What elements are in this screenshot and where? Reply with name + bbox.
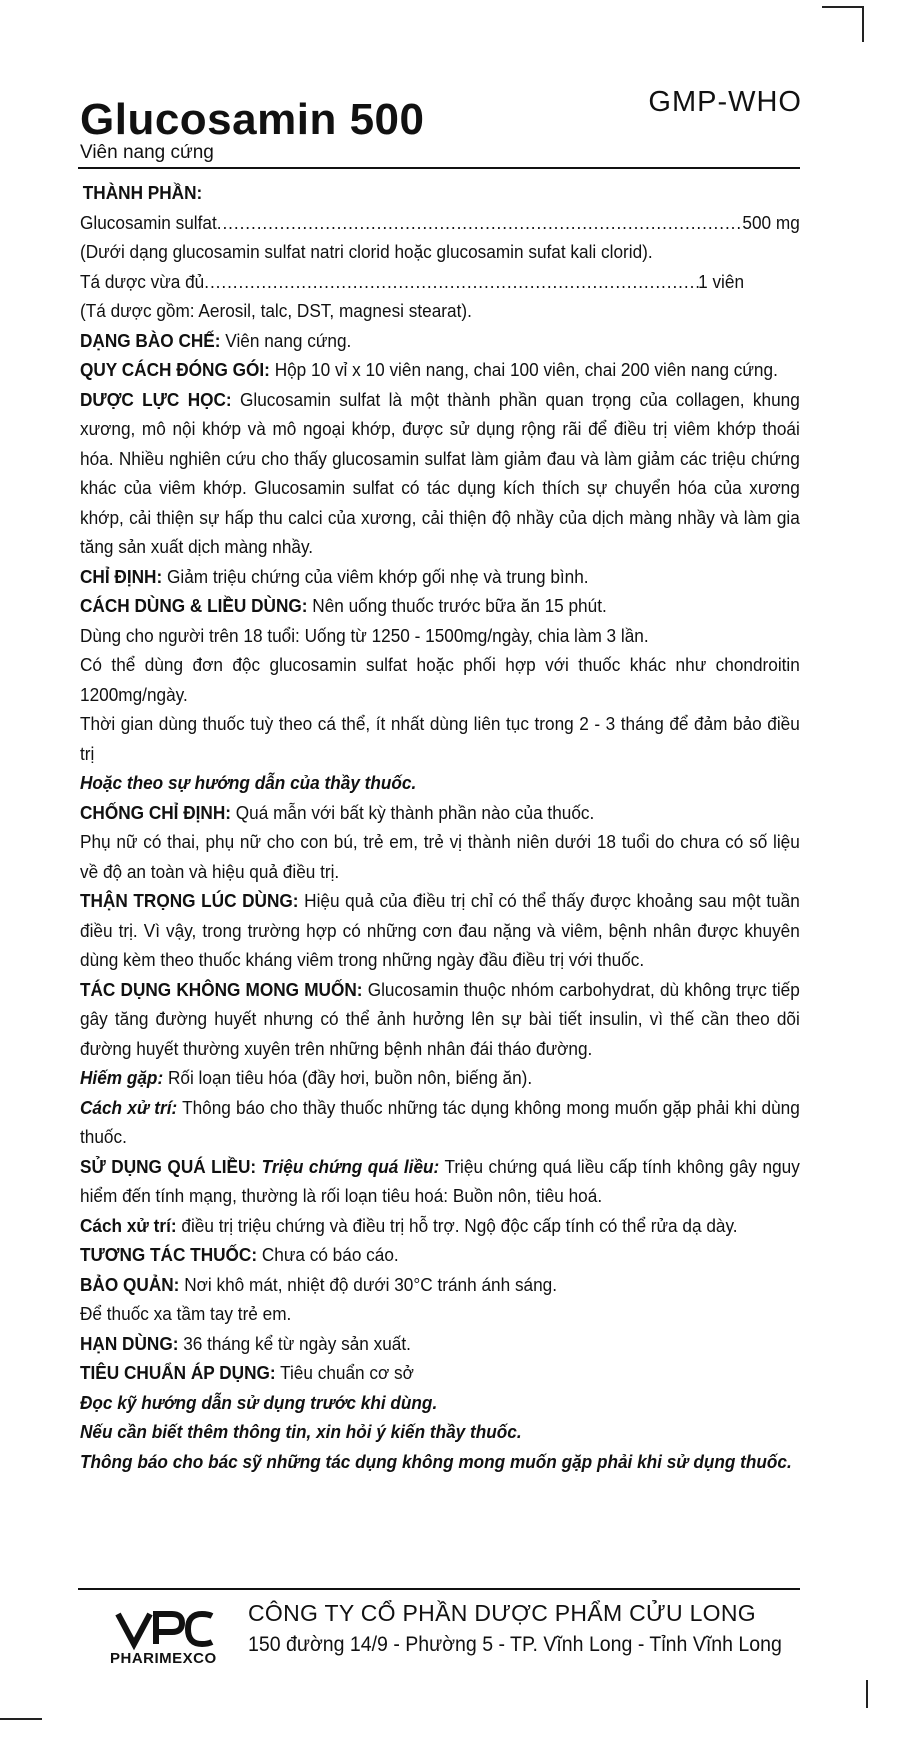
section-text: Chưa có báo cáo. [257,1244,399,1265]
company-address: 150 đường 14/9 - Phường 5 - TP. Vĩnh Long - Tỉnh Vĩnh Long [248,1633,782,1656]
treatment-text: Thông báo cho thầy thuốc những tác dụng không mong muốn gặp phải khi dùng thuốc. [80,1096,800,1147]
treatment-label: Cách xử trí: [80,1096,178,1118]
leader-dots [204,267,698,297]
section-bao-quan [80,1270,800,1300]
ingredient-value: 500 mg [742,211,800,233]
warning-2: Nếu cần biết thêm thông tin, xin hỏi ý kiến thầy thuốc. [80,1421,522,1442]
section-heading: CÁCH DÙNG & LIỀU DÙNG: [80,595,308,616]
ingredient-note-1: (Dưới dạng glucosamin sulfat natri clorid hoặc glucosamin sufat kali clorid). [80,241,653,262]
certification-label: GMP-WHO [648,86,802,118]
ingredient-row-2 [80,267,800,297]
overdose-symptom-label: Triệu chứng quá liều: [256,1155,440,1177]
section-heading: TIÊU CHUẨN ÁP DỤNG: [80,1362,276,1383]
company-name: CÔNG TY CỔ PHẦN DƯỢC PHẨM CỬU LONG [248,1600,756,1626]
section-text: Quá mẫn với bất kỳ thành phần nào của thuốc. [231,801,595,823]
product-title: Glucosamin 500 [80,95,425,144]
section-heading: SỬ DỤNG QUÁ LIỀU: [80,1155,257,1177]
rare-label: Hiếm gặp: [80,1067,164,1088]
section-tac-dung-phu [80,975,800,1064]
treatment-label: Cách xử trí: [80,1214,177,1236]
warning-3: Thông báo cho bác sỹ những tác dụng không mong muốn gặp phải khi sử dụng thuốc. [80,1450,792,1472]
section-heading: QUY CÁCH ĐÓNG GÓI: [80,359,270,380]
storage-line-1: Để thuốc xa tầm tay trẻ em. [80,1303,292,1324]
section-heading: CHỐNG CHỈ ĐỊNH: [80,801,232,823]
header-rule [78,167,800,169]
section-han-dung [80,1329,800,1359]
section-quy-cach [80,355,800,385]
section-text: Giảm triệu chứng của viêm khớp gối nhẹ và trung bình. [162,565,589,587]
section-text: Nơi khô mát, nhiệt độ dưới 30°C tránh ánh sáng. [179,1273,558,1295]
section-text: Hộp 10 vỉ x 10 viên nang, chai 100 viên, chai 200 viên nang cứng. [269,359,778,380]
section-heading: DƯỢC LỰC HỌC: [80,388,232,410]
section-text: Glucosamin sulfat là một thành phần quan trọng của collagen, khung xương, mô nội khớp và mô ngoại khớp, được sử dụng rộng rãi để điều trị viêm khớp thoái hóa. Nhiều nghiên cứu cho thấy glucosamin sulfat làm giảm đau và làm giảm các triệu chứng khác của viêm khớp. Glucosamin sulfat có tác dụng kích thích sự chuyển hóa của xương khớp, cải thiện sự hấp thu calci của xương, cải thiện độ nhầy của dịch màng nhầy và làm gia tăng sản xuất dịch màng nhầy. [80,388,800,557]
section-heading: BẢO QUẢN: [80,1273,180,1295]
section-text: Triệu chứng quá liều cấp tính không gây nguy hiểm đến tính mạng, thường là rối loạn tiêu hoá: Buồn nôn, tiêu hoá. [80,1155,800,1206]
crop-mark-bottom-right-v [866,1680,868,1708]
dosage-line-3: Thời gian dùng thuốc tuỳ theo cá thể, ít nhất dùng liên tục trong 2 - 3 tháng để đảm bảo điều trị [80,713,800,764]
section-text: Tiêu chuẩn cơ sở [275,1362,414,1383]
ingredient-value: 1 viên [698,270,745,292]
overdose-treatment [80,1211,800,1241]
section-heading: TÁC DỤNG KHÔNG MONG MUỐN: [80,978,363,1000]
warning-1: Đọc kỹ hướng dẫn sử dụng trước khi dùng. [80,1391,438,1413]
treatment-text: điều trị triệu chứng và điều trị hỗ trợ. Ngộ độc cấp tính có thể rửa dạ dày. [176,1214,738,1236]
crop-mark-top-right [822,6,864,8]
section-than-trong [80,886,800,975]
section-dang-bao-che [80,326,800,356]
section-heading: DẠNG BÀO CHẾ: [80,329,221,351]
section-heading: CHỈ ĐỊNH: [80,565,163,587]
dosage-line-4: Hoặc theo sự hướng dẫn của thầy thuốc. [80,772,417,793]
leader-dots [217,208,743,238]
ingredient-row-1 [80,208,800,238]
section-duoc-luc-hoc [80,385,800,562]
product-subtitle: Viên nang cứng [80,142,214,163]
heading-thanh-phan: THÀNH PHẦN: [82,182,203,203]
section-chong-chi-dinh [80,798,800,828]
section-text: Hiệu quả của điều trị chỉ có thể thấy được khoảng sau một tuần điều trị. Vì vậy, trong trường hợp có những cơn đau nặng và viêm, bệnh nhân được khuyên dùng kèm theo thuốc kháng viêm trong những ngày đầu điều trị với thuốc. [80,890,800,970]
ingredient-name: Tá dược vừa đủ [80,270,205,292]
section-qua-lieu [80,1152,800,1211]
crop-mark-top-right-v [862,6,864,42]
footer-rule [78,1588,800,1590]
dosage-line-1: Dùng cho người trên 18 tuổi: Uống từ 1250 - 1500mg/ngày, chia làm 3 lần. [80,624,649,646]
section-text: Viên nang cứng. [220,329,352,351]
leaflet-body [80,178,800,1476]
ingredient-note-2: (Tá dược gồm: Aerosil, talc, DST, magnesi stearat). [80,300,472,321]
section-text: 36 tháng kể từ ngày sản xuất. [178,1332,411,1354]
section-chi-dinh [80,562,800,592]
dosage-line-2: Có thể dùng đơn độc glucosamin sulfat hoặc phối hợp với thuốc khác như chondroitin 1200mg/ngày. [80,654,800,705]
section-heading: HẠN DÙNG: [80,1332,179,1354]
crop-mark-bottom-left [0,1718,42,1720]
section-tieu-chuan [80,1358,800,1388]
side-effect-treatment [80,1093,800,1152]
section-cach-dung [80,591,800,621]
rare-text: Rối loạn tiêu hóa (đầy hơi, buồn nôn, biếng ăn). [163,1067,533,1088]
ingredient-name: Glucosamin sulfat [80,211,217,233]
company-logo-name: PHARIMEXCO [110,1650,217,1667]
section-text: Glucosamin thuộc nhóm carbohydrat, dù không trực tiếp gây tăng đường huyết nhưng có thể ảnh hưởng lên sự bài tiết insulin, vì thế cần theo dõi đường huyết thường xuyên trên những bệnh nhân đái tháo đường. [80,978,800,1059]
section-heading: TƯƠNG TÁC THUỐC: [80,1244,258,1265]
contraindication-line-1: Phụ nữ có thai, phụ nữ cho con bú, trẻ em, trẻ vị thành niên dưới 18 tuổi do chưa có số liệu về độ an toàn và hiệu quả điều trị. [80,831,800,882]
section-text: Nên uống thuốc trước bữa ăn 15 phút. [307,595,607,616]
side-effect-rare [80,1063,800,1093]
section-tuong-tac [80,1240,800,1270]
section-heading: THẬN TRỌNG LÚC DÙNG: [80,890,299,911]
